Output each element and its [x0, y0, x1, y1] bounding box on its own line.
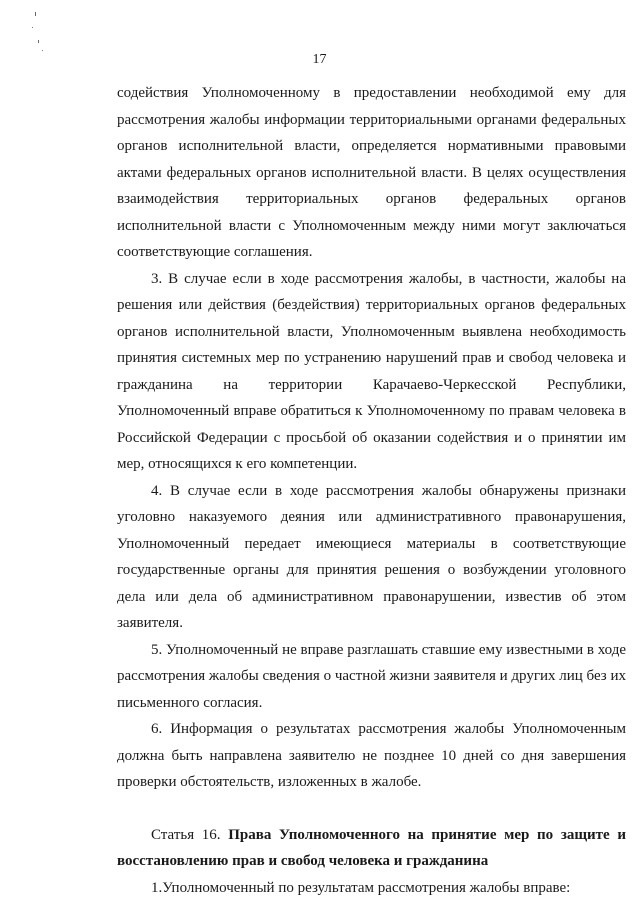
paragraph-3: 3. В случае если в ходе рассмотрения жалобы, в частности, жалобы на решения или действия (бездействия) территориальных органов федеральных органов исполнительной власти, Уполномоченным выявлена необходимость принятия системных мер по устранению нарушений прав и свобод человека и гражданина на территории Карачаево-Черкесской Республики, Уполномоченный вправе обратиться к Уполномоченному по правам человека в Российской Федерации с просьбой об оказании содействия и о принятии им мер, относящихся к его компетенции. [117, 270, 626, 472]
scan-artifact [32, 27, 33, 28]
document-body [117, 80, 626, 901]
article-paragraph-1: 1.Уполномоченный по результатам рассмотрения жалобы вправе: [151, 879, 571, 896]
article-heading [117, 822, 626, 875]
article-title: Права Уполномоченного на принятие мер по защите и восстановлению прав и свобод человека и гражданина [117, 826, 626, 869]
paragraph-4: 4. В случае если в ходе рассмотрения жалобы обнаружены признаки уголовно наказуемого деяния или административного правонарушения, Уполномоченный передает имеющиеся материалы в соответствующие государственные органы для принятия решения о возбуждении уголовного дела или дела об административном правонарушении, известив об этом заявителя. [117, 482, 626, 631]
paragraph-continuation: содействия Уполномоченному в предоставлении необходимой ему для рассмотрения жалобы информации территориальными органами федеральных органов исполнительной власти, определяется нормативными правовыми актами федеральных органов исполнительной власти. В целях осуществления взаимодействия территориальных органов федеральных органов исполнительной власти с Уполномоченным между ними могут заключаться соответствующие соглашения. [117, 85, 626, 260]
paragraph-6: 6. Информация о результатах рассмотрения жалобы Уполномоченным должна быть направлена заявителю не позднее 10 дней со дня завершения проверки обстоятельств, изложенных в жалобе. [117, 721, 626, 790]
scan-artifact [38, 40, 39, 43]
scan-artifact [35, 12, 36, 16]
page-number: 17 [312, 52, 327, 67]
article-prefix: Статья 16. [151, 826, 221, 843]
paragraph-5: 5. Уполномоченный не вправе разглашать ставшие ему известными в ходе рассмотрения жалобы сведения о частной жизни заявителя и других лиц без их письменного согласия. [117, 641, 627, 711]
scan-artifact [42, 50, 43, 51]
